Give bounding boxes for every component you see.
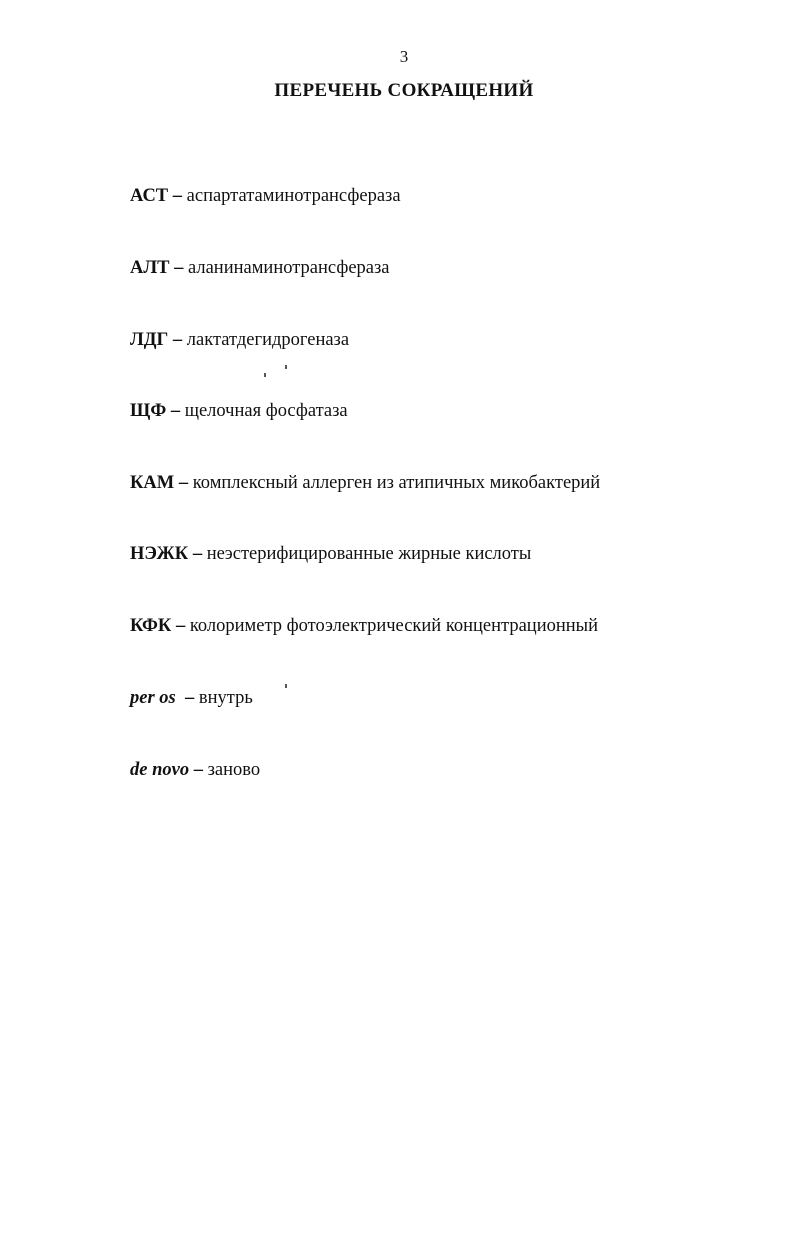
abbreviation-term: ЩФ xyxy=(130,401,167,421)
abbreviation-definition: аспартатаминотрансфераза xyxy=(186,186,401,206)
abbreviation-entry xyxy=(130,473,600,494)
abbreviation-definition: щелочная фосфатаза xyxy=(184,401,348,421)
abbreviation-entry xyxy=(130,186,401,207)
abbreviation-definition: комплексный аллерген из атипичных микобактерий xyxy=(192,473,601,493)
abbreviation-dash: – xyxy=(170,401,181,421)
page-number: 3 xyxy=(399,47,409,66)
abbreviation-definition: заново xyxy=(207,760,261,780)
abbreviation-definition: аланинаминотрансфераза xyxy=(187,258,390,278)
abbreviation-definition: колориметр фотоэлектрический концентрационный xyxy=(189,616,598,636)
abbreviation-definition: лактатдегидрогеназа xyxy=(186,330,350,350)
scan-speck xyxy=(285,684,287,688)
abbreviation-entry xyxy=(130,401,348,422)
abbreviation-dash: – xyxy=(192,544,203,564)
abbreviation-definition: неэстерифицированные жирные кислоты xyxy=(206,544,532,564)
page-title: ПЕРЕЧЕНЬ СОКРАЩЕНИЙ xyxy=(274,80,534,101)
abbreviation-entry xyxy=(130,258,390,279)
abbreviation-term: АЛТ xyxy=(130,258,170,278)
abbreviation-entry xyxy=(130,544,531,565)
abbreviation-dash: – xyxy=(172,186,183,206)
abbreviation-dash: – xyxy=(178,473,189,493)
abbreviation-term: ЛДГ xyxy=(130,330,169,350)
abbreviation-dash: – xyxy=(185,688,195,708)
abbreviation-term: КФК xyxy=(130,616,172,636)
abbreviation-term: АСТ xyxy=(130,186,169,206)
abbreviation-dash: – xyxy=(175,616,186,636)
scan-speck xyxy=(285,365,287,369)
abbreviation-entry xyxy=(130,688,253,709)
abbreviation-definition: внутрь xyxy=(198,688,253,708)
abbreviation-term: per os xyxy=(130,688,176,708)
abbreviation-dash: – xyxy=(172,330,183,350)
abbreviation-entry xyxy=(130,330,349,351)
abbreviation-entry xyxy=(130,616,598,637)
scan-speck xyxy=(264,373,266,377)
abbreviation-term: НЭЖК xyxy=(130,544,189,564)
abbreviation-term: de novo xyxy=(130,760,190,780)
abbreviation-dash: – xyxy=(193,760,203,780)
abbreviation-term: КАМ xyxy=(130,473,175,493)
abbreviation-entry xyxy=(130,760,260,781)
abbreviation-dash: – xyxy=(174,258,184,278)
